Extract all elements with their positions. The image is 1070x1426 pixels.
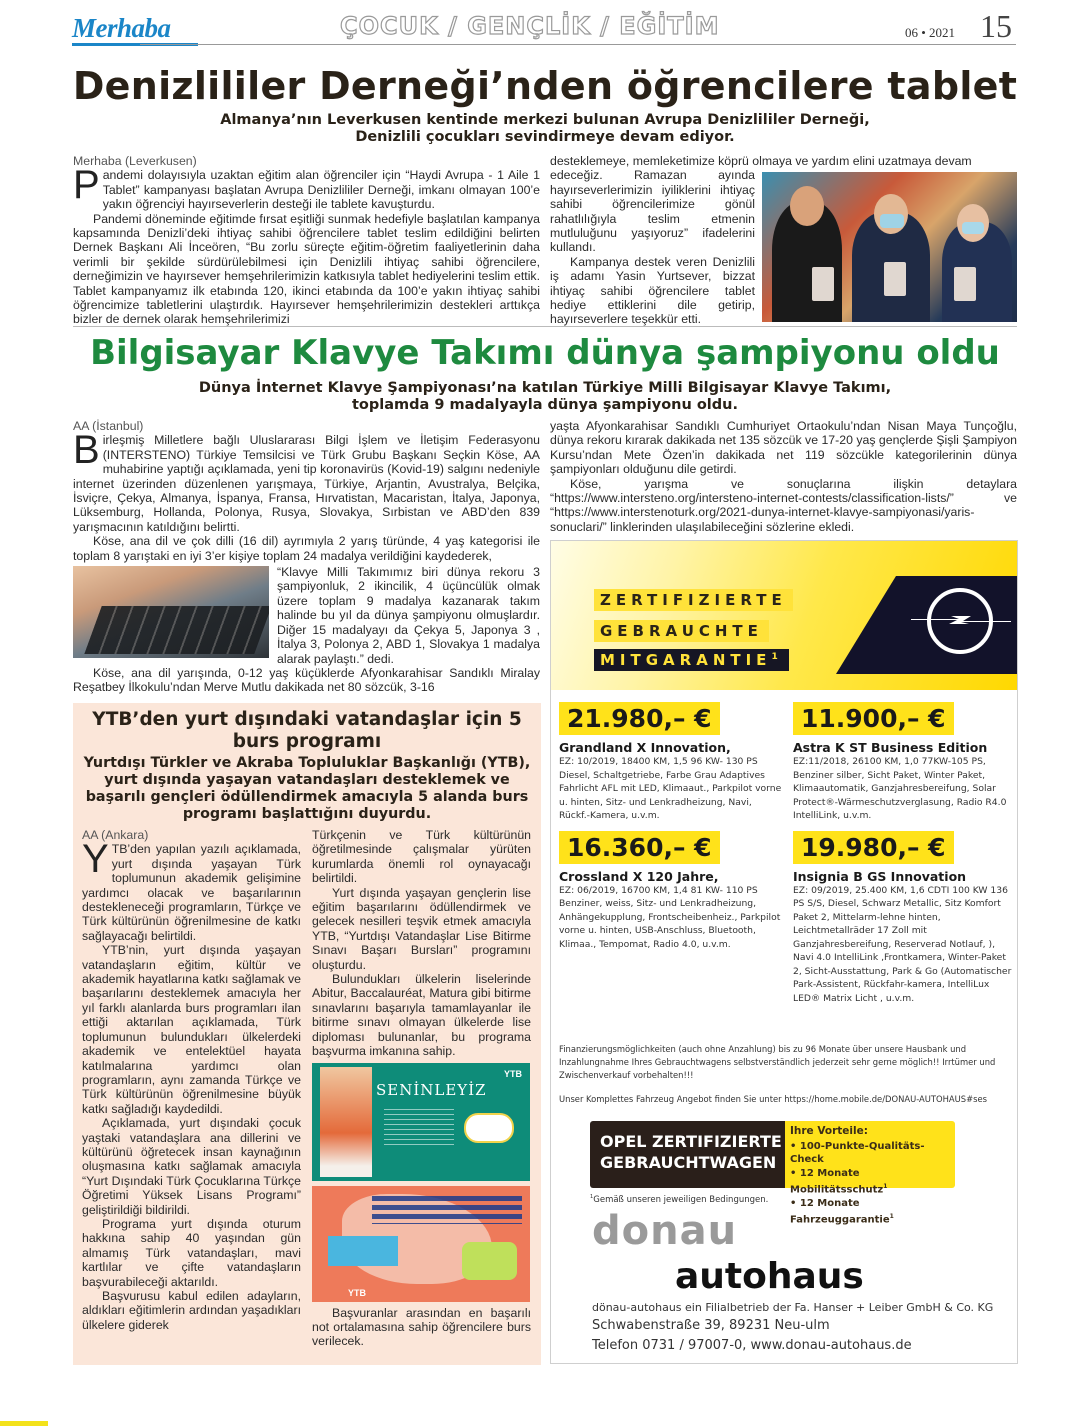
page-number: 15 — [980, 8, 1012, 44]
article3-paragraph5: Başvurusu kabul edilen adayların, aldıkları eğitimlerin ardından yaşadıkları ülkelere giderek — [82, 1289, 301, 1332]
ytb-poster-seninleyiz — [312, 1063, 530, 1181]
photo-tablet-box-3 — [954, 267, 976, 301]
benefit-item — [790, 1197, 955, 1227]
article2-column1 — [73, 419, 540, 695]
article1-p1-text: andemi dolayısıyla uzaktan eğitim alan öğrenciler için “Haydi Avrupa - 1 Aile 1 Tablet” kampanyası başlatan Avrupa Denizlililer Derneği, imkanı olmayan 100’e yakın öğrenciyi hayırseverlerin desteği ile tablete kavuşturdu. — [102, 168, 540, 212]
article1-paragraph2-continued: edeceğiz. Ramazan ayında hayırseverlerimizin iyiliklerini ihtiyaç sahibi öğrencilerimize gönül rahatlılığıyla teslim etmenin mutluluğunu yaşıyoruz” ifadelerini kullandı. — [550, 168, 755, 255]
article3-column1 — [82, 828, 301, 1332]
car-price: 21.980,– € — [559, 702, 720, 735]
article3-paragraph1 — [82, 837, 301, 943]
ad-footnote — [590, 1194, 768, 1205]
benefits-panel — [785, 1121, 955, 1226]
cert-title-line1: OPEL ZERTIFIZIERTE — [600, 1132, 782, 1151]
car-listing — [559, 702, 784, 823]
dealer-address: Schwabenstraße 39, 89231 Neu-ulm — [592, 1318, 830, 1333]
article2-paragraph1 — [73, 428, 540, 534]
article3-dropcap: Y — [82, 837, 109, 882]
article3-p1-text: TB’den yapılan yazılı açıklamada, yurt dışında yaşayan Türk toplumunun akademik gelişimine yardımcı olacak ve başarılarının destekleneceği programların, Türkçe ve Türk kültürünün öğrenilmesine de katkı sağlayacağı belirtildi. — [82, 842, 301, 943]
footnote-text: Gemäß unseren jeweiligen Bedingungen. — [593, 1194, 769, 1205]
article2-paragraph4: Köse, yarışma ve sonuçlarına ilişkin detaylara “https://www.intersteno.org/intersteno-internet-contests/classification-lists/” ve “https://www.interstenoturk.org/2021-dunya-internet-klavye-sampiyonasi/yaris-sonuclari/” linklerinden ulaşılabileceğini sözlerine ekledi. — [550, 476, 1017, 534]
article1-headline: Denizlililer Derneği’nden öğrencilere tablet — [72, 64, 1018, 108]
article1-paragraph2-continued-line: desteklemeye, memleketimize köprü olmaya ve yardım elini uzatmaya devam — [550, 154, 972, 168]
cert-title-line2: GEBRAUCHTWAGEN — [600, 1153, 777, 1172]
banner-line-3 — [594, 649, 789, 671]
article3-paragraph2: YTB’nin, yurt dışında yaşayan vatandaşların eğitim, kültür ve akademik hayatlarına katkı sağlamak ve başarılarını desteklemek amacıyla her yıl farklı alanlarda burs programları ilan ettiği aktarılan açıklamada, Türk toplumunun bulundukları ülkelerdeki akademik ve entelektüel hayata katılmalarına yardımcı olan programların, aynı zamanda Türkçe ve Türk kültürünün öğrenilmesine büyük katkı sağladığı kaydedildi. — [82, 943, 301, 1116]
dealer-phone-website: Telefon 0731 / 97007-0, www.donau-autohaus.de — [592, 1338, 912, 1353]
article2-paragraph2: Köse, ana dil ve çok dilli (16 dil) ayrımıyla 2 yarış türünde, 4 yaş kategorisi ile toplam 8 yarıştaki en iyi 3’er kişiye toplam 24 madalya verildiğini kaydederek, — [73, 534, 540, 563]
article1-deck-line1: Almanya’nın Leverkusen kentinde merkezi bulunan Avrupa Denizlililer Derneği, — [220, 112, 870, 128]
benefit-item-text: • 12 Monate Mobilitätsschutz — [790, 1167, 884, 1196]
car-description: EZ:11/2018, 26100 KM, 1,0 77KW-105 PS, Benziner silber, Sicht Paket, Winter Paket, Klimaautomatik, Ganzjahresbereifung, Solar Protect®-Wärmeschutzverglasung, Radio R4.0 IntelliLink, u.v.m. — [793, 756, 1007, 821]
car-listings-left — [559, 702, 784, 951]
poster-text-lines — [384, 1109, 454, 1149]
banner-footnote-mark: 1 — [771, 652, 783, 662]
benefit-footnote-mark: 1 — [889, 1213, 894, 1221]
ytb-logo: YTB — [504, 1068, 522, 1079]
article1-dropcap: P — [73, 163, 100, 208]
article2-quote-block — [73, 565, 540, 666]
banner-line-2: GEBRAUCHTE — [594, 620, 769, 642]
car-name: Astra K ST Business Edition — [793, 740, 988, 755]
benefit-footnote-mark: 1 — [883, 1183, 888, 1190]
photo-keyboard — [84, 606, 269, 654]
dealer-logo-donau: donau — [592, 1208, 738, 1254]
poster-green-bubble — [462, 1242, 517, 1280]
benefit-item-text: • 12 Monate Fahrzeuggarantie — [790, 1197, 890, 1226]
photo-tablet-box-2 — [884, 262, 906, 296]
photo-mask-right — [962, 222, 984, 234]
poster-speech-bubble — [464, 1113, 514, 1143]
photo-tablet-box-1 — [812, 267, 834, 301]
car-name: Insignia B GS Innovation — [793, 868, 967, 884]
section-title: ÇOCUK / GENÇLİK / EĞİTİM — [340, 12, 720, 40]
article1-column1 — [73, 154, 540, 327]
article3-paragraph6: Yurt dışında yaşayan gençlerin lise eğitim başarılarını ödüllendirmek ve gelecek nesilleri teşvik etmek amacıyla YTB, “Yurtdışı Vatandaşlar Lise Bitirme Sınavı Başarı Bursları” programını oluşturdu. — [312, 885, 531, 972]
article3-paragraph3: Açıklamada, yurt dışındaki çocuk yaştaki vatandaşlara ana dillerini ve kültürünü öğretecek insan kaynağının oluşmasına katkı sağlamak amacıyla “Yurt Dışındaki Türk Çocuklarına Türkçe Öğretimi Yüksek Lisans Programı” geliştirildiği bildirildi. — [82, 1116, 301, 1217]
car-description: EZ: 09/2019, 25.400 KM, 1,6 CDTI 100 KW 136 PS S/S, Diesel, Schwarz Metallic, Sitz Komfort Paket 2, Mittelarm-lehne hinten, Leichtmetallräder 17 Zoll mit Ganzjahresbereifung, Reserverad Notlauf, ), Navi 4.0 IntelliLink ,Frontkamera, Winter-Paket 2, Sicht-Ausstattung, Park & Go (Automatischer Park-Assistent, Rückfahr-kamera, IntelliLux LED® Matrix Licht , u.v.m. — [793, 884, 1012, 1004]
benefit-item: • 100-Punkte-Qualitäts-Check — [790, 1140, 925, 1165]
header-divider — [140, 44, 1016, 45]
footnote-mark: 1 — [590, 1194, 594, 1200]
article2-p1-text: irleşmiş Milletlere bağlı Uluslararası Bilgi İşlem ve İletişim Federasyonu (INTERSTENO) Türkiye Temsilcisi ve Türk Grubu Başkanı Seçkin Köse, AA muhabirine yaptığı açıklamada, yeni tip koronavirüs (Kovid-19) salgını nedeniyle internet üzerinden düzenlenen yarışmaya, Türkiye, Arjantin, Avustralya, Belçika, İsviçre, Çekya, Almanya, İspanya, Fransa, Hırvatistan, Macaristan, İtalya, Japonya, Lüksemburg, Hollanda, Polonya, Rusya, Slovakya, Sırbistan ve ABD’den 839 yarışmacının katıldığını belirtti. — [73, 433, 540, 534]
masthead-logo — [72, 14, 202, 46]
car-name: Crossland X 120 Jahre, — [559, 868, 719, 884]
article1-paragraph3: Kampanya destek veren Denizlili iş adamı Yasin Yurtsever, bizzat ihtiyaç sahibi öğrencilere tablet hediye ettiklerini dile getirip, hayırseverlere teşekkür etti. — [550, 254, 755, 327]
article2-deck-line1: Dünya İnternet Klavye Şampiyonası’na katılan Türkiye Milli Bilgisayar Klavye Takımı, — [198, 380, 892, 396]
article3-deck: Yurtdışı Türkler ve Akraba Topluluklar Başkanlığı (YTB), yurt dışında yaşayan vatandaşları desteklemek ve başarılı gençleri ödüllendirmek amacıyla 5 alanda burs programı başlattığını duyurdu. — [83, 755, 531, 822]
article1-dateline: Merhaba (Leverkusen) — [73, 154, 197, 168]
car-description: EZ: 10/2019, 18400 KM, 1,5 96 KW- 130 PS Diesel, Schaltgetriebe, Farbe Grau Adaptives Fahrlicht AFL mit LED, Klimaaut., Parkpilot vorne u. hinten, Sitz- und Lenkradheizung, Navi, Rückf.-Kamera, u.v.m. — [559, 756, 782, 821]
poster-heading-lines — [372, 1196, 522, 1224]
article2-headline: Bilgisayar Klavye Takımı dünya şampiyonu oldu — [90, 333, 1000, 373]
benefit-item — [790, 1167, 955, 1197]
article3-paragraph4: Programa yurt dışında oturum hakkına sahip 40 yaşından gün almamış Türk vatandaşları, mavi kartlılar ve çifte vatandaşların başvurabileceği aktarıldı. — [82, 1216, 301, 1289]
poster-blue-note — [328, 1236, 398, 1266]
photo-mask-middle — [880, 214, 904, 228]
section-divider — [73, 326, 1017, 327]
article2-quote: “Klavye Milli Takımımız biri dünya rekoru 3 şampiyonluk, 2 ikincilik, 4 üçüncülük olmak üzere toplam 9 madalya kazanarak takım halinde bu yıl da dünya şampiyonu olmuşlardır. Diğer 15 madalyayı da Çekya 5, Japonya 3 , İtalya 3, Polonya 2, ABD 1, Slovakya 1 madalya alarak paylaştı.” dedi. — [277, 565, 540, 666]
banner-line-3-text: MITGARANTIE — [600, 651, 772, 669]
article2-paragraph3: Köse, ana dil yarışında, 0-12 yaş küçüklerde Afyonkarahisar Sandıklı Miralay Reşatbey İlkokulu’ndan Merve Mutlu dakikada net 80 sözcük, 3-16 — [73, 665, 540, 695]
article2-column2 — [550, 419, 1017, 534]
car-price: 16.360,– € — [559, 831, 720, 864]
certified-used-cars-label — [590, 1121, 785, 1188]
opel-banner — [551, 541, 1017, 690]
article3-headline: YTB’den yurt dışındaki vatandaşlar için 5 burs programı — [92, 709, 522, 752]
car-description: EZ: 06/2019, 16700 KM, 1,4 81 KW- 110 PS Benziner, weiss, Sitz- und Lenkradheizung, Anhängekupplung, Frontscheibenheiz., Parkpilot vorne u. hinten, USB-Anschluss, Bluetooth, Klimaa., Tempomat, Radio 4.0, u.v.m. — [559, 884, 781, 950]
article3-column2 — [312, 828, 531, 1349]
ytb-logo-2: YTB — [348, 1287, 366, 1298]
car-listings-right — [793, 702, 1015, 1005]
article1-column2-narrow — [550, 168, 755, 326]
article2-deck-line2: toplamda 9 madalyayla dünya şampiyonu oldu. — [352, 397, 738, 413]
car-price: 19.980,– € — [793, 831, 954, 864]
car-name: Grandland X Innovation, — [559, 740, 731, 755]
article2-dateline: AA (İstanbul) — [73, 419, 144, 433]
article1-deck-line2: Denizlili çocukları sevindirmeye devam ediyor. — [355, 129, 735, 145]
issue-date: 06 • 2021 — [905, 25, 956, 40]
article1-paragraph2: Pandemi döneminde eğitimde fırsat eşitliği sunmak hedefiyle başlatılan kampanya kapsamında Denizli’deki ihtiyaç sahibi öğrencilere tablet teslim edildiğini belirten Dernek Başkanı Ali İnceören, “Bu zorlu süreçte eğitim-öğretim faaliyetlerinin daha verimli bir şekilde sürdürülebilmesi için Denizlili ihtiyaç sahibi öğrencilere, derneğimizin ve hayırsever hemşehrilerimizin katkısıyla tablet hediyelerini teslim ettik. Tablet kampanyamız ilk etabında 120, ikinci etabında da 100’e yakın ihtiyaç sahibi öğrencimize tabletlerini ulaştırdık. Hayırsever hemşehrilerimizin destekleri arttıkça bizler de dernek olarak hemşehrilerimizi — [73, 211, 540, 327]
masthead-title: Merhaba — [72, 13, 171, 43]
car-listing — [793, 831, 1015, 1006]
poster-girl-image — [320, 1067, 372, 1177]
banner-line-1: ZERTIFIZIERTE — [594, 589, 793, 611]
car-listing — [559, 831, 784, 952]
article3-paragraph5-continued: Türkçenin ve Türk kültürünün öğretilmesinde çalışmalar yürüten kurumlarda önemli rol oynayacağı belirtildi. — [312, 828, 531, 886]
dealer-company: dönau-autohaus ein Filialbetrieb der Fa. Hanser + Leiber GmbH & Co. KG — [592, 1301, 994, 1314]
car-price: 11.900,– € — [793, 702, 954, 735]
opel-bolt-icon — [911, 615, 1011, 625]
ytb-poster-masters-program — [312, 1186, 530, 1302]
financing-note: Finanzierungsmöglichkeiten (auch ohne Anzahlung) bis zu 96 Monate über unsere Hausbank und Inzahlungnahme Ihres Gebrauchtwagens selbstverständlich jederzeit sehr gerne möglich!! Irrtümer und Zwischenverkauf vorbehalten!!! — [559, 1044, 996, 1080]
article1-photo — [762, 172, 1017, 322]
offer-url[interactable]: Unser Komplettes Fahrzeug Angebot finden Sie unter https://home.mobile.de/DONAU-AUTOHAUS#ses — [559, 1094, 987, 1104]
page-corner-marker — [0, 1421, 48, 1426]
article2-dropcap: B — [73, 428, 100, 473]
car-listing — [793, 702, 1015, 823]
benefits-title: Ihre Vorteile: — [790, 1125, 868, 1137]
article2-deck — [120, 380, 970, 414]
article3-dateline: AA (Ankara) — [82, 828, 149, 842]
dealer-logo-autohaus: autohaus — [675, 1256, 864, 1297]
article1-deck — [120, 112, 970, 146]
article3-paragraph7: Bulundukları ülkelerin liselerinde Abitur, Baccalauréat, Matura gibi bitirme sınavlarını başarıyla tamamlayanlar ile bitirme sınavı olmayan ülkelerde lise diploması bulunanlar, bu programa başvurma imkanına sahip. — [312, 972, 531, 1059]
article2-photo — [73, 566, 269, 658]
article3-paragraph8: Başvuranlar arasından en başarılı not ortalamasına sahip öğrencilere burs verilecek. — [312, 1305, 531, 1349]
article2-paragraph3-continued: yaşta Afyonkarahisar Sandıklı Cumhuriyet Ortaokulu’ndan Nisan Maya Tunçoğlu, dünya rekoru kırarak dakikada net 135 sözcük ve 17-20 yaş gençlerde Şişli Şampiyon Kursu’ndan Mete Özen’in dakikada net 119 sözcükle kategorilerinin dünya şampiyonları olduğunu dile getirdi. — [550, 419, 1017, 477]
photo-face-left — [790, 186, 824, 226]
poster-title: SENİNLEYİZ — [376, 1080, 487, 1099]
article1-paragraph1 — [73, 163, 540, 212]
